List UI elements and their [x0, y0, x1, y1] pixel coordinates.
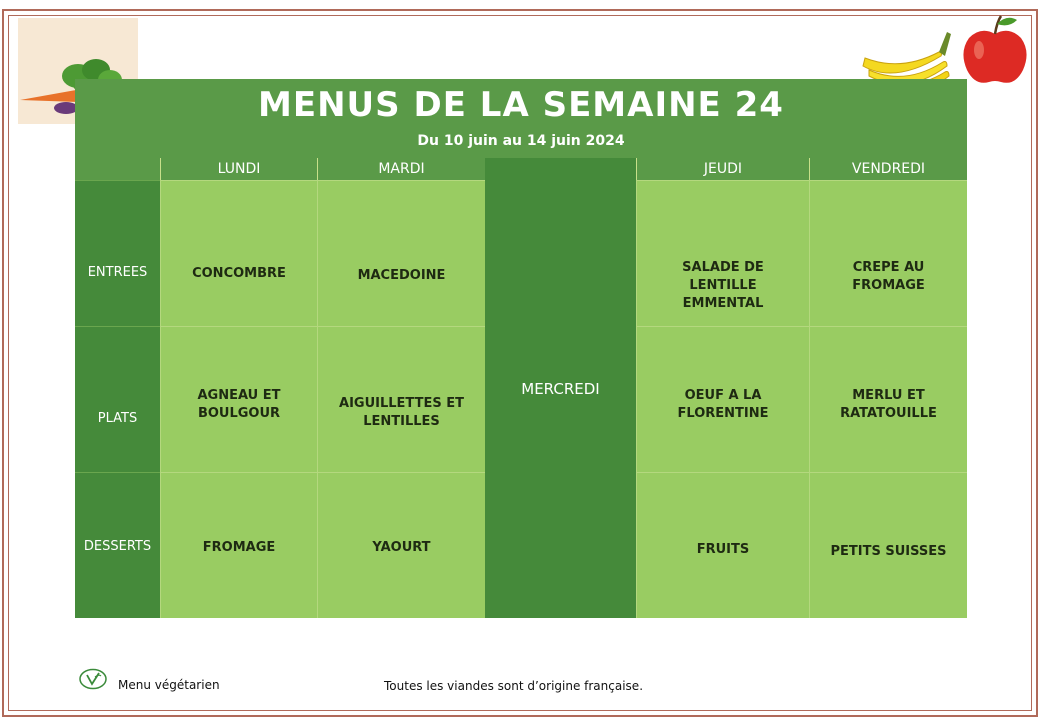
- row-header-entrees: ENTREES: [75, 180, 160, 326]
- grid-corner: [75, 158, 160, 180]
- menu-cell-jeudi-entree: SALADE DE LENTILLE EMMENTAL: [636, 180, 809, 326]
- menu-cell-lundi-entree: CONCOMBRE: [160, 180, 317, 326]
- menu-cell-vendredi-plat: MERLU ET RATATOUILLE: [809, 326, 967, 472]
- page-title: MENUS DE LA SEMAINE 24: [258, 85, 784, 125]
- apple-icon: [963, 16, 1026, 83]
- day-column-mercredi: MERCREDI: [485, 158, 636, 618]
- day-header-lundi: LUNDI: [160, 158, 317, 180]
- week-dates: Du 10 juin au 14 juin 2024: [417, 133, 625, 149]
- menu-cell-jeudi-plat: OEUF A LA FLORENTINE: [636, 326, 809, 472]
- menu-cell-mardi-entree: MACEDOINE: [317, 180, 485, 326]
- menu-cell-vendredi-dessert: PETITS SUISSES: [809, 472, 967, 618]
- row-header-desserts: DESSERTS: [75, 472, 160, 618]
- vegetarian-legend: Menu végétarien: [118, 678, 220, 692]
- day-header-jeudi: JEUDI: [636, 158, 809, 180]
- day-header-mardi: MARDI: [317, 158, 485, 180]
- menu-cell-mardi-plat: AIGUILLETTES ET LENTILLES: [317, 326, 485, 472]
- menu-cell-mardi-dessert: YAOURT: [317, 472, 485, 618]
- menu-cell-lundi-dessert: FROMAGE: [160, 472, 317, 618]
- vegetarian-icon: [78, 668, 108, 690]
- meat-origin-note: Toutes les viandes sont d’origine française.: [384, 679, 644, 693]
- menu-grid: [75, 158, 967, 618]
- menu-cell-jeudi-dessert: FRUITS: [636, 472, 809, 618]
- menu-cell-vendredi-entree: CREPE AU FROMAGE: [809, 180, 967, 326]
- day-header-vendredi: VENDREDI: [809, 158, 967, 180]
- menu-header: [75, 79, 967, 158]
- row-header-plats: PLATS: [75, 326, 160, 472]
- menu-cell-lundi-plat: AGNEAU ET BOULGOUR: [160, 326, 317, 472]
